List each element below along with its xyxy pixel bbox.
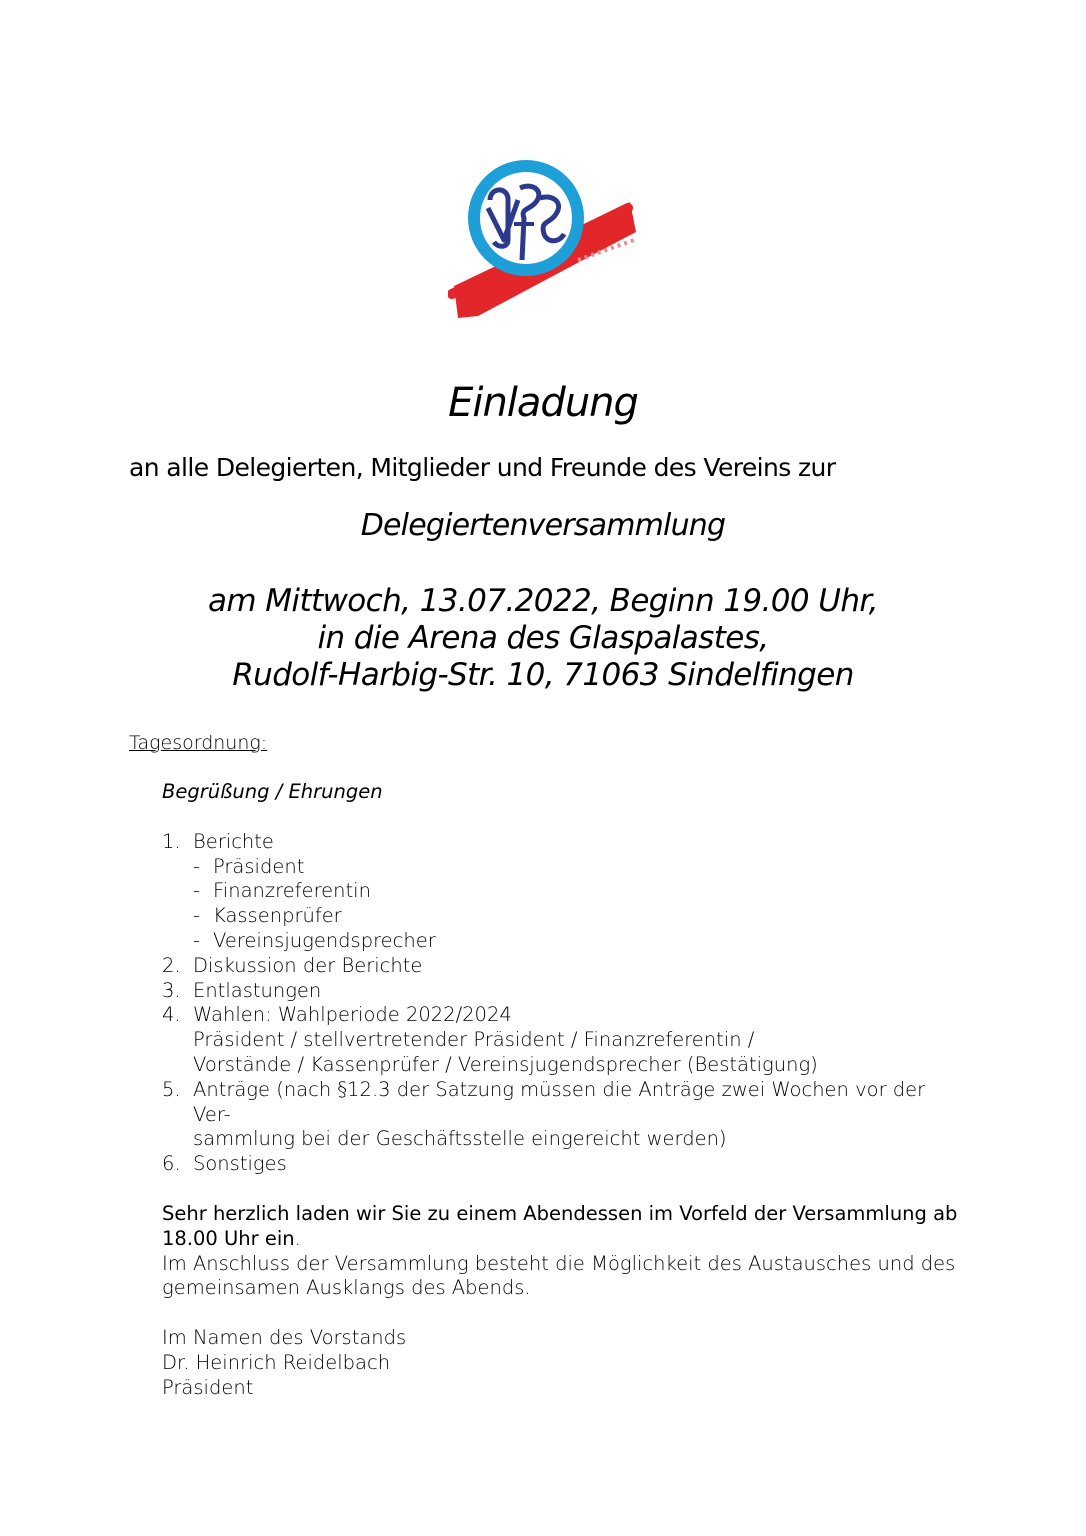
agenda-sub-item: - Finanzreferentin [193,879,371,903]
agenda-number: 1. [162,829,181,853]
event-details [0,583,1086,694]
agenda-item [162,954,962,979]
agenda-text: Sonstiges [193,1152,287,1176]
agenda-continuation: Vorstände / Kassenprüfer / Vereinsjugendsprecher (Bestätigung) [193,1052,818,1076]
agenda-text: Berichte [193,829,274,853]
signature-role: Präsident [162,1375,254,1399]
agenda-number: 4. [162,1003,181,1027]
document-body [162,780,962,1401]
agenda-text: Diskussion der Berichte [193,953,423,977]
agenda-item [162,830,962,954]
agenda-text: Entlastungen [193,978,322,1002]
agenda-item [162,979,962,1004]
page-title: Einladung [448,380,638,426]
agenda-sub-item: - Vereinsjugendsprecher [193,928,436,952]
agenda-number: 3. [162,978,181,1002]
signature-block [162,1326,962,1400]
agenda-list [162,830,962,1177]
agenda-number: 5. [162,1077,181,1101]
event-name: Delegiertenversammlung [360,508,726,543]
agenda-continuation: Präsident / stellvertretender Präsident / Finanzreferentin / [193,1028,755,1052]
closing-paragraph: Im Anschluss der Versammlung besteht die Möglichkeit des Austausches und des gemeinsamen Ausklangs des Abends. [162,1251,956,1300]
signature-line: Im Namen des Vorstands [162,1326,407,1350]
agenda-heading: Tagesordnung: [129,732,268,754]
agenda-text: Wahlen: Wahlperiode 2022/2024 [193,1003,512,1027]
agenda-sub-item: - Präsident [193,854,305,878]
agenda-sub-list [193,855,962,954]
agenda-number: 2. [162,953,181,977]
agenda-sub-item: - Kassenprüfer [193,904,342,928]
event-date-line: am Mittwoch, 13.07.2022, Beginn 19.00 Uhr, [208,583,878,619]
agenda-continuation: sammlung bei der Geschäftsstelle eingereicht werden) [193,1127,727,1151]
agenda-number: 6. [162,1152,181,1176]
agenda-item [162,1152,962,1177]
dinner-invitation: Sehr herzlich laden wir Sie zu einem Abendessen im Vorfeld der Versammlung ab 18.00 Uhr ein. [162,1201,958,1250]
agenda-item [162,1003,962,1077]
agenda-item [162,1078,962,1152]
agenda-text: Anträge (nach §12.3 der Satzung müssen die Anträge zwei Wochen vor der Ver- [193,1077,926,1126]
greeting-item: Begrüßung / Ehrungen [162,780,383,803]
club-logo-icon [448,148,640,324]
event-venue-line: in die Arena des Glaspalastes, [317,620,769,656]
event-address-line: Rudolf-Harbig-Str. 10, 71063 Sindelfingen [232,657,854,693]
subtitle: an alle Delegierten, Mitglieder und Freunde des Vereins zur [129,453,836,482]
signature-name: Dr. Heinrich Reidelbach [162,1350,391,1374]
